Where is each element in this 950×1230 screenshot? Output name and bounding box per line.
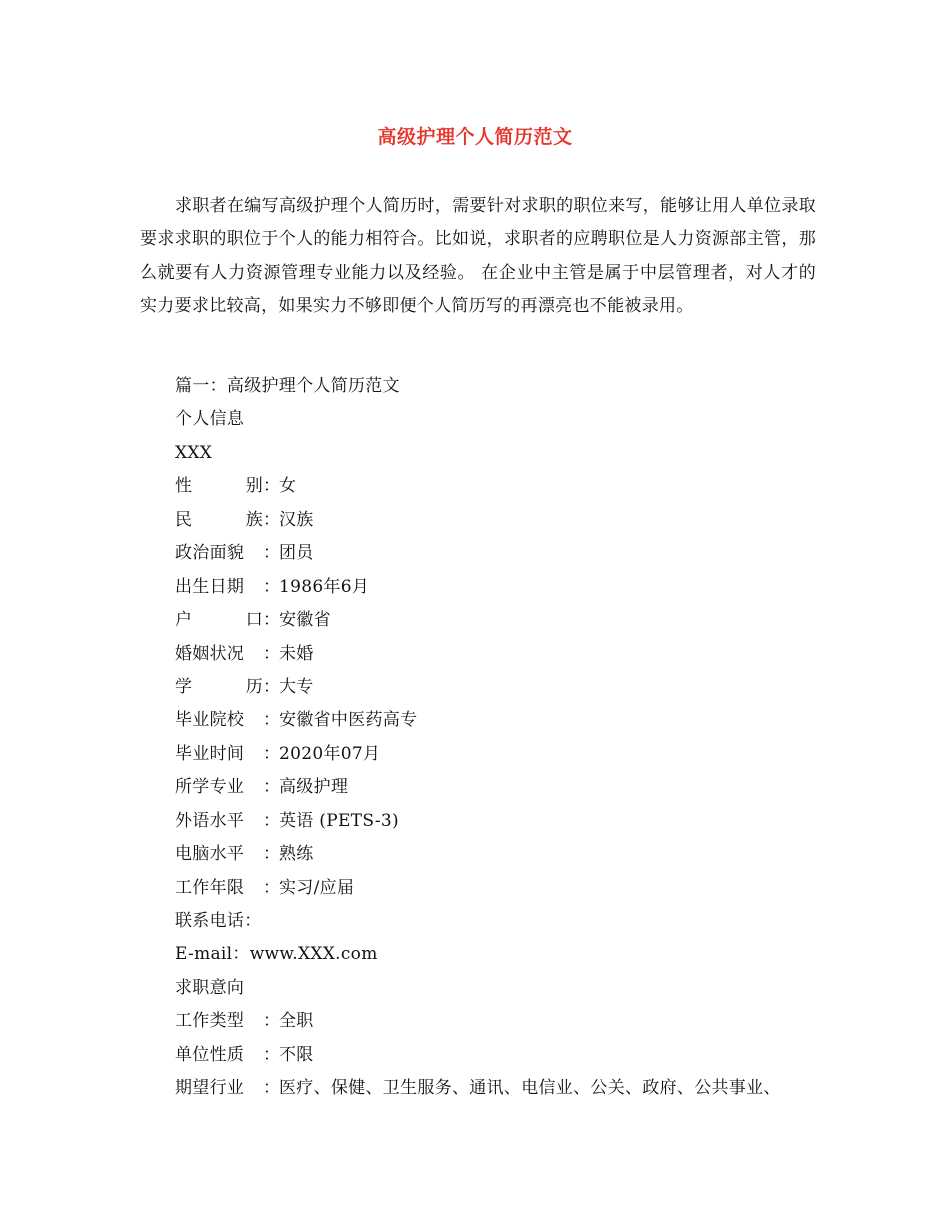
resume-lines bbox=[175, 370, 835, 1106]
field-value: 安徽省中医药高专 bbox=[279, 710, 418, 731]
field-colon: ： bbox=[263, 1011, 281, 1032]
personal-info-heading-text: 个人信息 bbox=[175, 409, 245, 430]
field-row bbox=[175, 571, 835, 604]
field-label bbox=[175, 838, 279, 871]
field-label bbox=[175, 638, 279, 671]
field-label-text: 户口 bbox=[175, 610, 263, 631]
field-value: 1986年6月 bbox=[279, 576, 370, 597]
section-heading bbox=[175, 370, 835, 403]
field-label bbox=[175, 1039, 279, 1072]
field-value: 熟练 bbox=[279, 844, 314, 865]
field-value: 汉族 bbox=[279, 509, 314, 530]
field-label-text: 毕业时间 bbox=[175, 743, 245, 764]
field-label bbox=[175, 537, 279, 570]
field-row bbox=[175, 771, 835, 804]
field-value: 安徽省 bbox=[279, 610, 331, 631]
field-label bbox=[175, 771, 279, 804]
field-colon: ： bbox=[263, 610, 281, 631]
field-row bbox=[175, 470, 835, 503]
field-colon: ： bbox=[263, 810, 281, 831]
field-label bbox=[175, 872, 279, 905]
field-label-text: 工作年限 bbox=[175, 877, 245, 898]
field-value: 女 bbox=[279, 476, 297, 497]
field-row bbox=[175, 504, 835, 537]
personal-info-heading bbox=[175, 403, 835, 436]
field-label bbox=[175, 571, 279, 604]
field-value: 实习/应届 bbox=[279, 877, 355, 898]
field-label-text: 工作类型 bbox=[175, 1011, 245, 1032]
field-label-text: 电脑水平 bbox=[175, 844, 245, 865]
field-label-text: 政治面貌 bbox=[175, 543, 245, 564]
field-label bbox=[175, 805, 279, 838]
field-label-text: 毕业院校 bbox=[175, 710, 245, 731]
field-label-text: 外语水平 bbox=[175, 810, 245, 831]
field-value: 2020年07月 bbox=[279, 743, 381, 764]
field-label bbox=[175, 1072, 279, 1105]
field-colon: ： bbox=[263, 743, 281, 764]
field-label-text: 出生日期 bbox=[175, 576, 245, 597]
field-row bbox=[175, 738, 835, 771]
field-row bbox=[175, 805, 835, 838]
field-row bbox=[175, 838, 835, 871]
field-row bbox=[175, 604, 835, 637]
field-colon: ： bbox=[263, 509, 281, 530]
field-row bbox=[175, 872, 835, 905]
phone-line-text: 联系电话： bbox=[175, 911, 262, 931]
field-label-text: 婚姻状况 bbox=[175, 643, 245, 664]
field-value: 团员 bbox=[279, 543, 314, 564]
field-colon: ： bbox=[263, 676, 281, 697]
field-colon: ： bbox=[263, 643, 281, 664]
field-value: 大专 bbox=[279, 676, 314, 697]
field-row bbox=[175, 537, 835, 570]
field-value: 英语 (PETS-3) bbox=[279, 810, 399, 831]
phone-line bbox=[175, 905, 835, 938]
field-row bbox=[175, 1005, 835, 1038]
field-label bbox=[175, 738, 279, 771]
field-row bbox=[175, 638, 835, 671]
field-row bbox=[175, 704, 835, 737]
field-colon: ： bbox=[263, 476, 281, 497]
field-row bbox=[175, 1039, 835, 1072]
field-label-text: 性别 bbox=[175, 476, 263, 497]
field-colon: ： bbox=[263, 1044, 281, 1065]
field-colon: ： bbox=[263, 844, 281, 865]
field-label-text: 单位性质 bbox=[175, 1044, 245, 1065]
intro-paragraph: 求职者在编写高级护理个人简历时，需要针对求职的职位来写，能够让用人单位录取要求求职的职位于个人的能力相符合。比如说，求职者的应聘职位是人力资源部主管，那么就要有人力资源管理专业能力以及经验。 在企业中主管是属于中层管理者，对人才的实力要求比较高，如果实力不够即便个人简历写的再漂亮也不能被录用。 bbox=[140, 196, 816, 317]
field-colon: ： bbox=[263, 576, 281, 597]
field-colon: ： bbox=[263, 543, 281, 564]
page-title: 高级护理个人简历范文 bbox=[377, 126, 573, 148]
field-label-text: 学历 bbox=[175, 676, 263, 697]
field-colon: ： bbox=[263, 1078, 281, 1099]
email-line-text: E-mail：www.XXX.com bbox=[175, 944, 378, 965]
section-heading-text: 篇一：高级护理个人简历范文 bbox=[175, 376, 400, 396]
field-colon: ： bbox=[263, 710, 281, 731]
name-value: XXX bbox=[175, 442, 213, 463]
job-intent-heading-text: 求职意向 bbox=[175, 977, 245, 998]
field-label-text: 民族 bbox=[175, 509, 263, 530]
field-value: 不限 bbox=[279, 1044, 314, 1065]
field-value: 未婚 bbox=[279, 643, 314, 664]
name-line bbox=[175, 437, 835, 470]
email-line bbox=[175, 938, 835, 971]
field-value: 全职 bbox=[279, 1011, 314, 1032]
job-intent-heading bbox=[175, 972, 835, 1005]
field-colon: ： bbox=[263, 777, 281, 798]
field-label bbox=[175, 604, 279, 637]
field-label bbox=[175, 470, 279, 503]
field-label-text: 期望行业 bbox=[175, 1078, 245, 1099]
field-value: 医疗、保健、卫生服务、通讯、电信业、公关、政府、公共事业、 bbox=[279, 1078, 781, 1099]
field-value: 高级护理 bbox=[279, 777, 349, 798]
field-label-text: 所学专业 bbox=[175, 777, 245, 798]
field-label bbox=[175, 1005, 279, 1038]
field-row bbox=[175, 671, 835, 704]
field-label bbox=[175, 671, 279, 704]
field-label bbox=[175, 704, 279, 737]
field-row bbox=[175, 1072, 835, 1105]
field-colon: ： bbox=[263, 877, 281, 898]
field-label bbox=[175, 504, 279, 537]
